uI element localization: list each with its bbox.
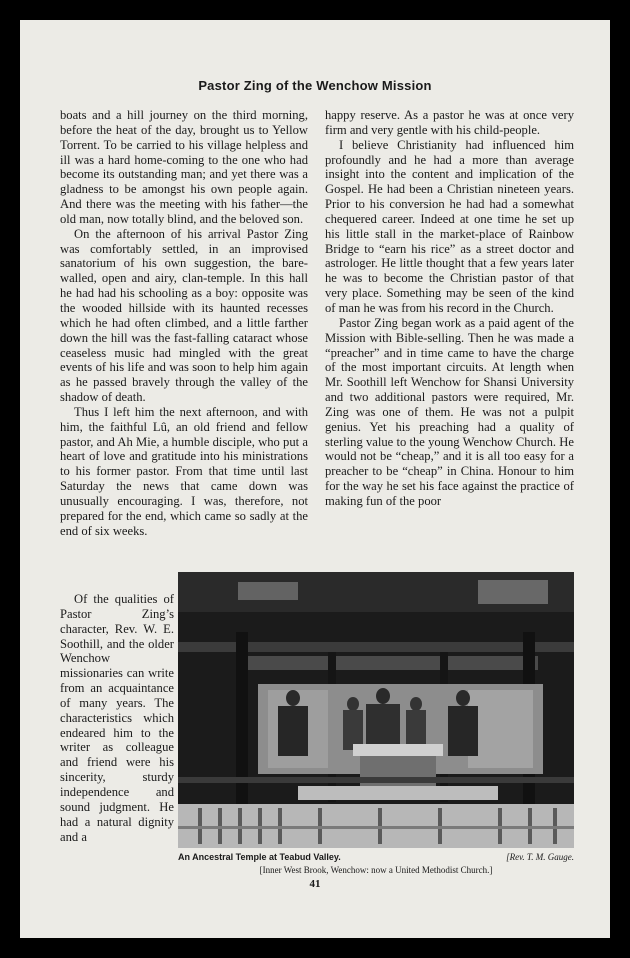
left-paragraph-3: Thus I left him the next afternoon, and with him, the faithful Lû, an old friend and fellow pastor, and Ah Mie, a humble disciple, who put a heart of love and gratitude into his ministrations to his former pastor. From that time until last Saturday the news that came down was unusually encouraging. I was, therefore, not prepared for the end, which came so sadly at the end of six weeks. <box>60 404 308 538</box>
left-paragraph-2: On the afternoon of his arrival Pastor Zing was comfortably settled, in an improvised sanatorium of his own suggestion, the bare-walled, open and airy, clan-temple. In this hall he had had his schooling as a boy: opposite was the wooded hillside with its haunted recesses which he had often climbed, and a little farther down the hill was the fast-falling cataract whose ceaseless music had mingled with the great events of his life and was soon to help him again as he passed bravely through the valley of the shadow of death. <box>60 226 308 405</box>
page-number: 41 <box>309 878 321 890</box>
left-column <box>60 108 308 584</box>
right-paragraph-1: happy reserve. As a pastor he was at once very firm and very gentle with his child-people. <box>325 108 574 137</box>
temple-photograph <box>178 572 574 848</box>
right-column <box>325 108 574 584</box>
photo-credit: [Rev. T. M. Gauge. <box>506 852 574 862</box>
caption-subtitle: [Inner West Brook, Wenchow: now a United Methodist Church.] <box>259 865 493 875</box>
narrow-paragraph-1: Of the qualities of Pastor Zing’s character, Rev. W. E. Soothill, and the older Wenchow missionaries can write from an acquaintance of many years. The characteristics which endeared him to the writer as colleague and friend were his sincerity, sturdy independence and sound judgment. He had a natural dignity and a <box>60 592 174 844</box>
temple-photo-illustration <box>178 572 574 848</box>
narrow-column <box>60 592 174 904</box>
running-header: Pastor Zing of the Wenchow Mission <box>198 78 432 93</box>
right-paragraph-3: Pastor Zing began work as a paid agent of the Mission with Bible-selling. Then he was made a “preacher” and in time came to have the charge of the most important circuits. At length when Mr. Soothill left Wenchow for Shansi University and two additional pastors were required, Mr. Zing was one of them. He was not a pulpit genius. Yet his preaching had a quality of sterling value to the young Wenchow Church. He would not be “cheap,” and it is all too easy for a preacher to be “cheap” in China. Honour to him for the way he set his face against the practice of making fun of the poor <box>325 315 574 508</box>
caption-title: An Ancestral Temple at Teabud Valley. <box>178 852 341 862</box>
left-paragraph-1: boats and a hill journey on the third morning, before the heat of the day, brought us to Yellow Torrent. To be carried to his village helpless and ill was a hard home-coming to the one who had become its outstanding man; and yet there was a gladness to be amongst his own people again. And there was the meeting with his father—the old man, now totally blind, and the beloved son. <box>60 108 308 226</box>
right-paragraph-2: I believe Christianity had influenced him profoundly and he had a more than average insight into the content and implication of the Gospel. He had been a Christian nineteen years. Prior to his conversion he had had a somewhat chequered career. Indeed at one time he set up his little stall in the market-place of Rainbow Bridge to “earn his rice” as a street doctor and astrologer. He little thought that a few years later he was to become the Christian pastor of that very place. Something may be seen of the kind of man he was from his record in the Church. <box>325 137 574 315</box>
book-page <box>20 20 610 938</box>
